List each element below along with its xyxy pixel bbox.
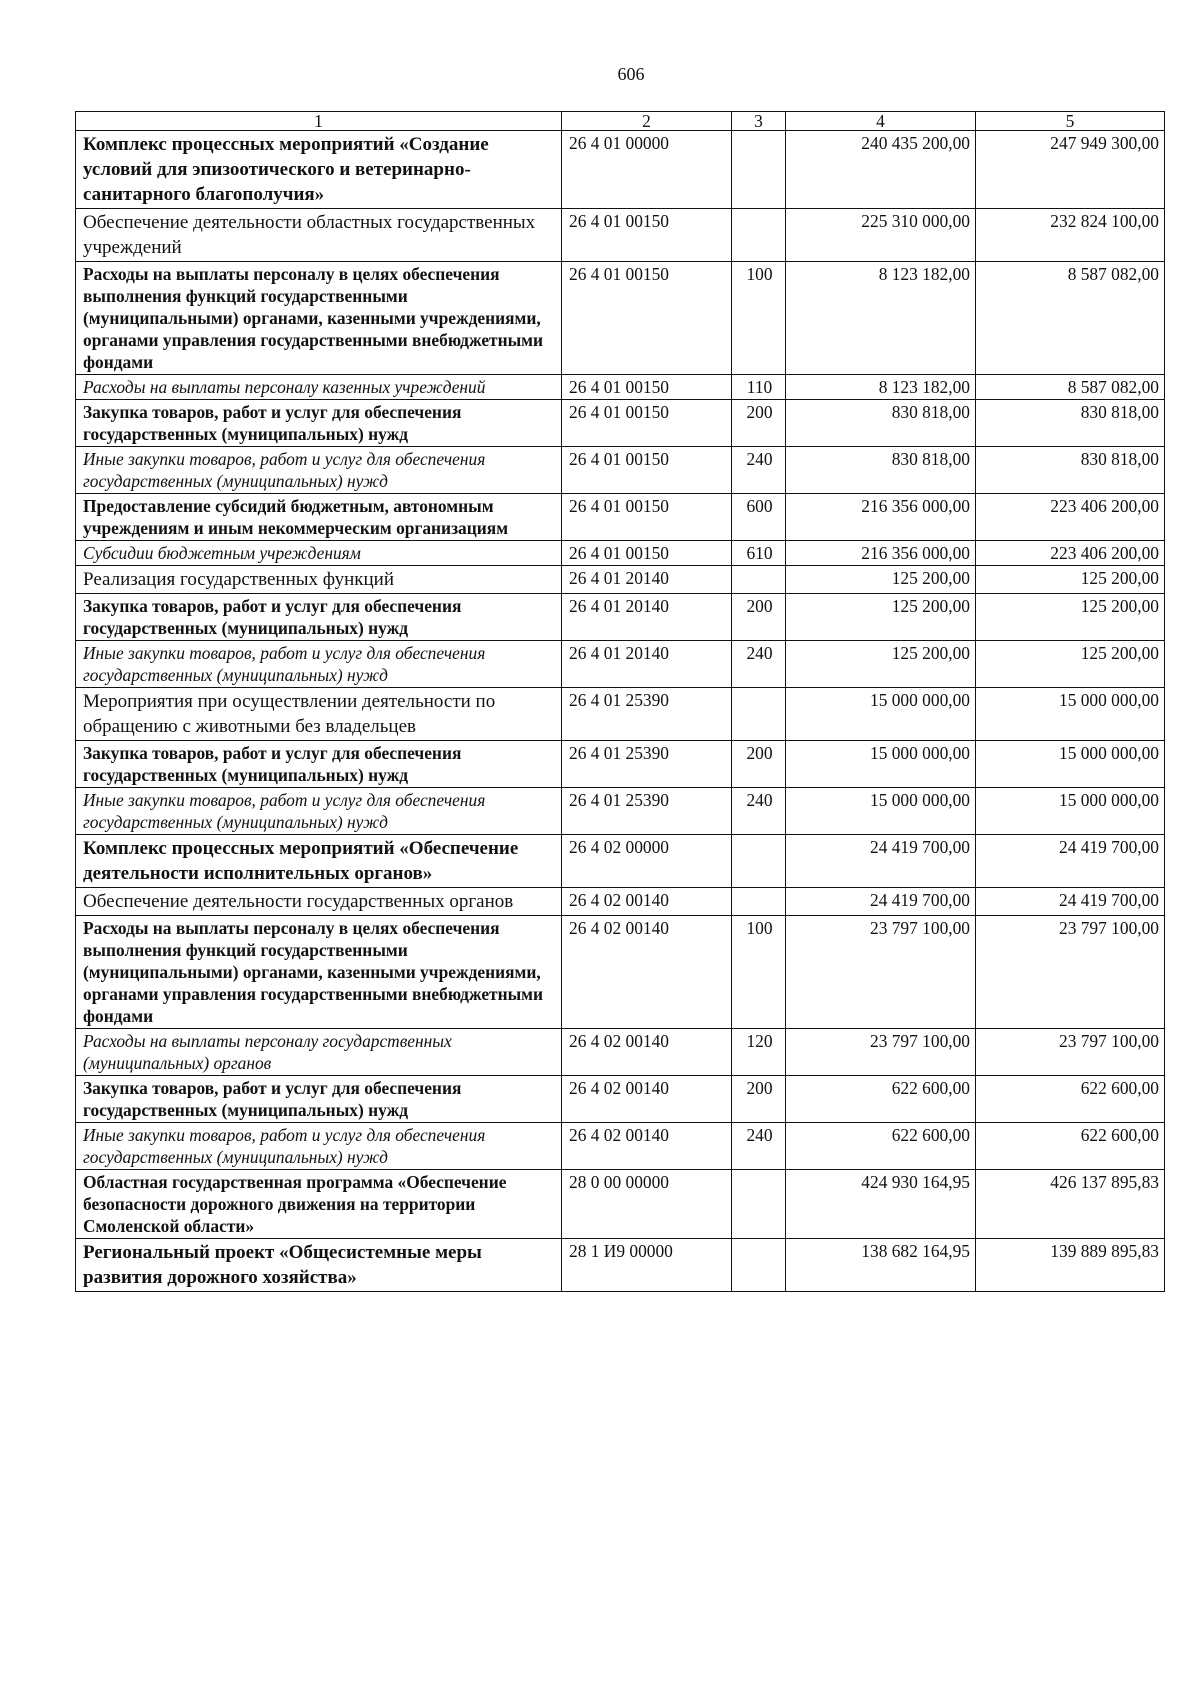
row-code-cell: 26 4 01 20140 (562, 641, 732, 688)
table-row (76, 1123, 1165, 1170)
row-amount-year2-cell: 426 137 895,83 (976, 1170, 1165, 1239)
row-amount-year2-cell: 830 818,00 (976, 447, 1165, 494)
table-row (76, 1029, 1165, 1076)
row-expense-type-cell: 600 (732, 494, 786, 541)
row-amount-year2-cell: 15 000 000,00 (976, 741, 1165, 788)
row-name-cell: Обеспечение деятельности государственных органов (76, 888, 562, 916)
row-amount-year2-cell: 139 889 895,83 (976, 1239, 1165, 1292)
row-expense-type-cell (732, 131, 786, 209)
row-code-cell: 26 4 01 00150 (562, 262, 732, 375)
row-amount-year2-cell: 24 419 700,00 (976, 835, 1165, 888)
row-code-cell: 26 4 01 00150 (562, 494, 732, 541)
row-name-cell: Субсидии бюджетным учреждениям (76, 541, 562, 566)
row-amount-year1-cell: 24 419 700,00 (786, 888, 976, 916)
row-amount-year2-cell: 15 000 000,00 (976, 788, 1165, 835)
row-name-cell: Предоставление субсидий бюджетным, автономным учреждениям и иным некоммерческим организациям (76, 494, 562, 541)
row-amount-year2-cell: 125 200,00 (976, 594, 1165, 641)
row-amount-year1-cell: 15 000 000,00 (786, 688, 976, 741)
header-cell-4: 4 (786, 112, 976, 131)
row-name-cell: Областная государственная программа «Обеспечение безопасности дорожного движения на территории Смоленской области» (76, 1170, 562, 1239)
header-row (76, 112, 1165, 131)
row-name-cell: Закупка товаров, работ и услуг для обеспечения государственных (муниципальных) нужд (76, 1076, 562, 1123)
row-amount-year1-cell: 216 356 000,00 (786, 494, 976, 541)
row-amount-year1-cell: 23 797 100,00 (786, 916, 976, 1029)
row-expense-type-cell: 240 (732, 1123, 786, 1170)
row-code-cell: 26 4 02 00000 (562, 835, 732, 888)
table-row (76, 594, 1165, 641)
row-amount-year2-cell: 15 000 000,00 (976, 688, 1165, 741)
row-amount-year2-cell: 23 797 100,00 (976, 1029, 1165, 1076)
row-amount-year2-cell: 8 587 082,00 (976, 375, 1165, 400)
table-row (76, 209, 1165, 262)
row-code-cell: 26 4 01 00150 (562, 541, 732, 566)
table-row (76, 131, 1165, 209)
row-amount-year2-cell: 830 818,00 (976, 400, 1165, 447)
row-expense-type-cell: 240 (732, 447, 786, 494)
row-amount-year2-cell: 125 200,00 (976, 566, 1165, 594)
row-amount-year1-cell: 622 600,00 (786, 1076, 976, 1123)
row-code-cell: 28 0 00 00000 (562, 1170, 732, 1239)
row-expense-type-cell: 200 (732, 1076, 786, 1123)
row-code-cell: 28 1 И9 00000 (562, 1239, 732, 1292)
row-expense-type-cell: 200 (732, 594, 786, 641)
row-amount-year1-cell: 424 930 164,95 (786, 1170, 976, 1239)
row-name-cell: Расходы на выплаты персоналу государственных (муниципальных) органов (76, 1029, 562, 1076)
row-amount-year1-cell: 830 818,00 (786, 447, 976, 494)
row-expense-type-cell (732, 1170, 786, 1239)
row-amount-year1-cell: 24 419 700,00 (786, 835, 976, 888)
header-cell-5: 5 (976, 112, 1165, 131)
row-expense-type-cell: 200 (732, 400, 786, 447)
row-amount-year2-cell: 125 200,00 (976, 641, 1165, 688)
row-amount-year1-cell: 138 682 164,95 (786, 1239, 976, 1292)
row-amount-year1-cell: 125 200,00 (786, 594, 976, 641)
row-expense-type-cell: 200 (732, 741, 786, 788)
row-expense-type-cell: 240 (732, 788, 786, 835)
table-row (76, 788, 1165, 835)
row-name-cell: Иные закупки товаров, работ и услуг для обеспечения государственных (муниципальных) нужд (76, 788, 562, 835)
row-amount-year2-cell: 247 949 300,00 (976, 131, 1165, 209)
budget-table (75, 111, 1165, 1292)
row-amount-year1-cell: 216 356 000,00 (786, 541, 976, 566)
table-row (76, 541, 1165, 566)
row-code-cell: 26 4 01 25390 (562, 688, 732, 741)
row-name-cell: Иные закупки товаров, работ и услуг для обеспечения государственных (муниципальных) нужд (76, 447, 562, 494)
row-amount-year2-cell: 622 600,00 (976, 1076, 1165, 1123)
row-name-cell: Мероприятия при осуществлении деятельности по обращению с животными без владельцев (76, 688, 562, 741)
row-name-cell: Комплекс процессных мероприятий «Обеспечение деятельности исполнительных органов» (76, 835, 562, 888)
row-name-cell: Расходы на выплаты персоналу казенных учреждений (76, 375, 562, 400)
row-code-cell: 26 4 02 00140 (562, 1076, 732, 1123)
row-expense-type-cell (732, 835, 786, 888)
row-expense-type-cell (732, 888, 786, 916)
table-row (76, 741, 1165, 788)
table-body (76, 131, 1165, 1292)
row-code-cell: 26 4 01 25390 (562, 741, 732, 788)
table-row (76, 1170, 1165, 1239)
header-cell-2: 2 (562, 112, 732, 131)
row-code-cell: 26 4 02 00140 (562, 916, 732, 1029)
table-row (76, 916, 1165, 1029)
row-name-cell: Комплекс процессных мероприятий «Создание условий для эпизоотического и ветеринарно-санитарного благополучия» (76, 131, 562, 209)
table-row (76, 400, 1165, 447)
row-expense-type-cell: 110 (732, 375, 786, 400)
row-expense-type-cell (732, 688, 786, 741)
page-number: 606 (617, 64, 645, 84)
row-amount-year1-cell: 622 600,00 (786, 1123, 976, 1170)
row-amount-year2-cell: 8 587 082,00 (976, 262, 1165, 375)
row-name-cell: Закупка товаров, работ и услуг для обеспечения государственных (муниципальных) нужд (76, 741, 562, 788)
row-name-cell: Иные закупки товаров, работ и услуг для обеспечения государственных (муниципальных) нужд (76, 641, 562, 688)
row-amount-year2-cell: 622 600,00 (976, 1123, 1165, 1170)
row-amount-year2-cell: 223 406 200,00 (976, 494, 1165, 541)
table-row (76, 447, 1165, 494)
row-code-cell: 26 4 02 00140 (562, 888, 732, 916)
row-expense-type-cell (732, 1239, 786, 1292)
header-cell-3: 3 (732, 112, 786, 131)
table-row (76, 494, 1165, 541)
row-expense-type-cell (732, 209, 786, 262)
table-row (76, 688, 1165, 741)
row-code-cell: 26 4 01 25390 (562, 788, 732, 835)
row-amount-year1-cell: 830 818,00 (786, 400, 976, 447)
row-code-cell: 26 4 01 00000 (562, 131, 732, 209)
row-amount-year1-cell: 240 435 200,00 (786, 131, 976, 209)
row-code-cell: 26 4 01 00150 (562, 375, 732, 400)
row-name-cell: Закупка товаров, работ и услуг для обеспечения государственных (муниципальных) нужд (76, 594, 562, 641)
row-name-cell: Реализация государственных функций (76, 566, 562, 594)
row-expense-type-cell: 100 (732, 262, 786, 375)
row-name-cell: Расходы на выплаты персоналу в целях обеспечения выполнения функций государственными (муниципальными) органами, казенными учреждениями, органами управления государственными внебюджетными фондами (76, 262, 562, 375)
row-expense-type-cell: 100 (732, 916, 786, 1029)
row-code-cell: 26 4 02 00140 (562, 1123, 732, 1170)
table-row (76, 1076, 1165, 1123)
row-amount-year1-cell: 23 797 100,00 (786, 1029, 976, 1076)
row-amount-year2-cell: 232 824 100,00 (976, 209, 1165, 262)
row-amount-year2-cell: 24 419 700,00 (976, 888, 1165, 916)
table-row (76, 375, 1165, 400)
row-amount-year1-cell: 8 123 182,00 (786, 375, 976, 400)
row-name-cell: Иные закупки товаров, работ и услуг для обеспечения государственных (муниципальных) нужд (76, 1123, 562, 1170)
row-code-cell: 26 4 01 20140 (562, 594, 732, 641)
row-expense-type-cell: 610 (732, 541, 786, 566)
row-name-cell: Закупка товаров, работ и услуг для обеспечения государственных (муниципальных) нужд (76, 400, 562, 447)
row-amount-year1-cell: 125 200,00 (786, 641, 976, 688)
table-row (76, 835, 1165, 888)
row-code-cell: 26 4 02 00140 (562, 1029, 732, 1076)
row-amount-year1-cell: 15 000 000,00 (786, 741, 976, 788)
row-name-cell: Расходы на выплаты персоналу в целях обеспечения выполнения функций государственными (муниципальными) органами, казенными учреждениями, органами управления государственными внебюджетными фондами (76, 916, 562, 1029)
row-code-cell: 26 4 01 00150 (562, 209, 732, 262)
row-code-cell: 26 4 01 00150 (562, 400, 732, 447)
row-amount-year1-cell: 8 123 182,00 (786, 262, 976, 375)
row-expense-type-cell: 240 (732, 641, 786, 688)
table-row (76, 566, 1165, 594)
row-amount-year1-cell: 15 000 000,00 (786, 788, 976, 835)
table-row (76, 1239, 1165, 1292)
row-amount-year1-cell: 225 310 000,00 (786, 209, 976, 262)
row-amount-year1-cell: 125 200,00 (786, 566, 976, 594)
row-expense-type-cell (732, 566, 786, 594)
row-amount-year2-cell: 23 797 100,00 (976, 916, 1165, 1029)
table-row (76, 888, 1165, 916)
table-row (76, 262, 1165, 375)
row-amount-year2-cell: 223 406 200,00 (976, 541, 1165, 566)
row-code-cell: 26 4 01 20140 (562, 566, 732, 594)
header-cell-1: 1 (76, 112, 562, 131)
table-row (76, 641, 1165, 688)
row-name-cell: Региональный проект «Общесистемные меры развития дорожного хозяйства» (76, 1239, 562, 1292)
row-expense-type-cell: 120 (732, 1029, 786, 1076)
row-name-cell: Обеспечение деятельности областных государственных учреждений (76, 209, 562, 262)
row-code-cell: 26 4 01 00150 (562, 447, 732, 494)
